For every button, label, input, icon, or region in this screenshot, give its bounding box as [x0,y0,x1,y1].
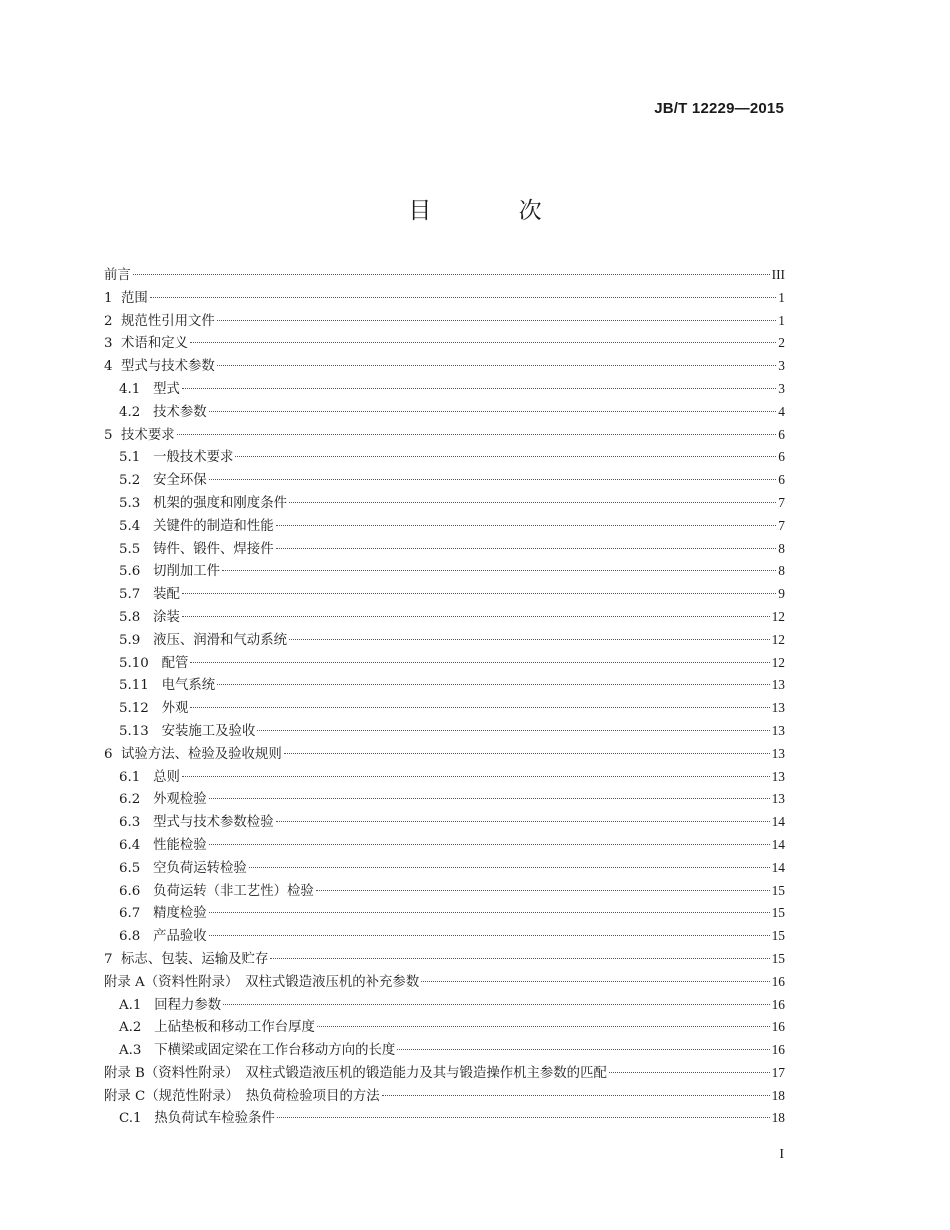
toc-entry-title: 回程力参数 [154,997,222,1013]
toc-entry[interactable] [104,424,785,447]
toc-entry-gap [113,333,122,356]
toc-leader-dots [235,456,776,457]
toc-entry[interactable] [104,560,785,583]
toc-entry-number: 6.7 [119,906,141,922]
toc-entry-title: 范围 [121,290,148,306]
toc-entry-gap [113,311,122,334]
toc-leader-dots [182,616,770,617]
toc-leader-dots [284,753,770,754]
table-of-contents [104,264,785,1130]
toc-entry-number: 2 [104,313,113,329]
toc-entry[interactable] [104,788,785,811]
toc-entry-page: 15 [771,928,785,944]
toc-leader-dots [277,1117,770,1118]
toc-leader-dots [276,821,770,822]
toc-entry[interactable] [104,1062,785,1085]
toc-entry-page: 6 [778,472,785,488]
toc-entry[interactable] [104,1107,785,1130]
toc-entry-title: 标志、包装、运输及贮存 [121,951,269,967]
toc-entry[interactable] [104,606,785,629]
toc-entry[interactable] [104,766,785,789]
toc-entry-gap [140,926,153,949]
toc-entry-page: 1 [778,289,785,305]
toc-leader-dots [209,912,770,913]
toc-entry[interactable] [104,492,785,515]
toc-entry-title: 试验方法、检验及验收规则 [121,746,282,762]
toc-entry-number: 5.11 [119,678,149,694]
page-number: I [779,1147,784,1162]
toc-entry-gap [140,812,153,835]
toc-entry-title: 安装施工及验收 [161,723,256,739]
toc-entry-number: 4.1 [119,381,141,397]
toc-entry-title: 空负荷运转检验 [153,860,247,876]
toc-entry-title: 一般技术要求 [153,450,234,466]
toc-entry-title: 性能检验 [153,837,207,853]
toc-entry-gap [140,516,153,539]
toc-entry[interactable] [104,948,785,971]
toc-entry[interactable] [104,515,785,538]
toc-entry-page: 16 [771,1042,785,1058]
toc-leader-dots [270,958,769,959]
toc-entry-title: 机架的强度和刚度条件 [153,495,287,511]
toc-entry-title: 规范性引用文件 [121,313,215,329]
toc-entry[interactable] [104,674,785,697]
toc-entry-title: 下横梁或固定梁在工作台移动方向的长度 [154,1043,396,1059]
toc-entry-title: 上砧垫板和移动工作台厚度 [154,1020,315,1036]
toc-entry-number: 5 [104,427,113,443]
toc-entry-title: 配管 [161,655,189,671]
toc-leader-dots [222,570,776,571]
toc-entry-number: 3 [104,336,113,352]
toc-entry-number: 5.6 [119,564,141,580]
toc-entry-gap [113,356,122,379]
toc-entry-title: 切削加工件 [153,564,221,580]
toc-entry[interactable] [104,378,785,401]
toc-entry[interactable] [104,880,785,903]
toc-leader-dots [276,548,777,549]
toc-entry[interactable] [104,287,785,310]
toc-leader-dots [209,411,777,412]
toc-entry-title: 技术要求 [121,427,175,443]
toc-entry-gap [141,995,154,1018]
toc-entry-number: 4.2 [119,404,141,420]
toc-entry-page: 16 [771,996,785,1012]
toc-entry-number: 5.7 [119,587,141,603]
toc-entry-gap [140,881,153,904]
toc-entry-gap [140,607,153,630]
toc-entry-number: 6.4 [119,837,141,853]
toc-entry-title: 产品验收 [153,929,207,945]
toc-leader-dots [217,365,777,366]
toc-entry-title: 型式与技术参数 [121,359,215,375]
toc-entry[interactable] [104,811,785,834]
toc-entry-page: III [771,267,785,282]
toc-entry-number: 4 [104,359,113,375]
toc-entry-title: 附录 B（资料性附录） 双柱式锻造液压机的锻造能力及其与锻造操作机主参数的匹配 [104,1065,607,1081]
toc-leader-dots [177,434,777,435]
toc-entry[interactable] [104,1016,785,1039]
toc-entry-gap [140,835,153,858]
toc-entry-gap [142,1108,155,1131]
toc-entry-gap [149,721,162,744]
toc-leader-dots [150,297,776,298]
toc-entry-gap [149,653,162,676]
toc-entry-page: 18 [771,1087,785,1103]
toc-leader-dots [421,981,769,982]
toc-entry[interactable] [104,1085,785,1108]
toc-leader-dots [382,1095,770,1096]
toc-entry-number: 5.1 [119,450,141,466]
toc-entry-page: 7 [778,517,785,533]
toc-entry[interactable] [104,857,785,880]
toc-entry[interactable] [104,355,785,378]
page-title: 目 次 [408,198,582,224]
toc-entry-page: 15 [771,950,785,966]
toc-entry-page: 6 [778,449,785,465]
toc-entry[interactable] [104,743,785,766]
toc-entry-page: 13 [771,677,785,693]
toc-entry[interactable] [104,994,785,1017]
toc-entry-gap [140,789,153,812]
toc-leader-dots [209,844,770,845]
toc-entry-title: 型式与技术参数检验 [153,815,274,831]
toc-entry-number: 5.4 [119,518,141,534]
document-number: JB/T 12229—2015 [654,100,784,117]
toc-leader-dots [257,730,769,731]
toc-entry[interactable] [104,697,785,720]
toc-entry-gap [149,698,162,721]
toc-entry-page: 14 [771,814,785,830]
toc-entry-page: 16 [771,1019,785,1035]
toc-leader-dots [190,707,769,708]
toc-entry-title: 精度检验 [153,906,207,922]
toc-entry-number: 6.5 [119,860,141,876]
toc-entry-number: 6.8 [119,929,141,945]
toc-entry-gap [140,903,153,926]
toc-leader-dots [217,320,777,321]
toc-entry-number: 6.2 [119,792,141,808]
toc-entry-page: 8 [778,540,785,556]
toc-entry-page: 12 [771,654,785,670]
toc-leader-dots [609,1072,770,1073]
toc-entry-gap [141,1017,154,1040]
toc-leader-dots [316,890,770,891]
toc-entry-number: 1 [104,290,113,306]
toc-entry-number: 5.3 [119,495,141,511]
toc-entry-page: 14 [771,859,785,875]
toc-entry-title: 外观检验 [153,792,207,808]
toc-entry-page: 13 [771,791,785,807]
toc-leader-dots [182,593,776,594]
toc-entry-page: 14 [771,836,785,852]
toc-entry-gap [140,493,153,516]
toc-entry-number: 5.13 [119,723,149,739]
toc-entry-page: 12 [771,608,785,624]
toc-entry-number: 5.2 [119,473,141,489]
toc-entry-page: 4 [778,403,785,419]
toc-entry-gap [113,744,122,767]
toc-entry-title: 型式 [153,381,180,397]
toc-entry-gap [140,767,153,790]
toc-leader-dots [317,1026,770,1027]
toc-entry[interactable] [104,401,785,424]
toc-entry-title: 术语和定义 [121,336,188,352]
toc-entry-number: A.2 [119,1020,142,1036]
toc-entry-page: 15 [771,882,785,898]
toc-entry-gap [141,1040,154,1063]
toc-entry-number: C.1 [119,1111,142,1127]
toc-entry-page: 16 [771,973,785,989]
toc-entry-gap [140,447,153,470]
toc-entry-number: A.1 [119,997,142,1013]
toc-entry-title: 关键件的制造和性能 [153,518,274,534]
toc-entry-number: 5.9 [119,632,141,648]
toc-entry-page: 13 [771,700,785,716]
toc-entry-page: 13 [771,768,785,784]
toc-entry-number: 6.3 [119,815,141,831]
toc-entry-title: 装配 [153,587,180,603]
toc-entry[interactable] [104,446,785,469]
toc-entry[interactable] [104,834,785,857]
toc-leader-dots [133,274,770,275]
toc-entry-number: 6.6 [119,883,141,899]
toc-entry-page: 15 [771,905,785,921]
toc-entry[interactable] [104,629,785,652]
toc-entry-title: 热负荷试车检验条件 [154,1111,275,1127]
toc-entry-gap [140,561,153,584]
toc-leader-dots [182,388,776,389]
toc-entry-title: 液压、润滑和气动系统 [153,632,287,648]
toc-entry-gap [149,675,162,698]
toc-leader-dots [397,1049,769,1050]
toc-entry[interactable] [104,583,785,606]
toc-entry[interactable] [104,720,785,743]
toc-entry-page: 8 [778,563,785,579]
toc-entry-page: 3 [778,380,785,396]
toc-entry[interactable] [104,332,785,355]
toc-leader-dots [217,684,769,685]
toc-entry-title: 铸件、锻件、焊接件 [153,541,274,557]
toc-leader-dots [289,502,776,503]
toc-entry-gap [113,288,122,311]
toc-entry[interactable] [104,652,785,675]
toc-leader-dots [182,776,770,777]
toc-entry-page: 7 [778,494,785,510]
toc-entry-number: 5.10 [119,655,149,671]
toc-leader-dots [209,479,777,480]
toc-leader-dots [190,662,769,663]
toc-entry[interactable] [104,310,785,333]
toc-entry-gap [140,539,153,562]
toc-entry-page: 17 [771,1064,785,1080]
toc-entry-number: A.3 [119,1043,142,1059]
toc-entry-number: 5.12 [119,701,149,717]
toc-entry-title: 附录 A（资料性附录） 双柱式锻造液压机的补充参数 [104,974,420,990]
toc-entry[interactable] [104,264,785,287]
toc-leader-dots [223,1004,769,1005]
toc-entry-page: 12 [771,631,785,647]
toc-leader-dots [276,525,777,526]
toc-entry-title: 涂装 [153,609,180,625]
toc-entry-number: 7 [104,951,113,967]
toc-leader-dots [190,342,776,343]
toc-entry-page: 1 [778,312,785,328]
toc-leader-dots [209,935,770,936]
toc-entry-title: 总则 [153,769,180,785]
toc-entry-title: 前言 [104,268,131,283]
toc-entry-gap [140,402,153,425]
toc-entry-gap [113,425,122,448]
toc-entry-number: 6 [104,746,113,762]
toc-entry-gap [140,470,153,493]
toc-entry-number: 5.8 [119,609,141,625]
toc-entry-page: 13 [771,745,785,761]
toc-leader-dots [249,867,770,868]
toc-entry-title: 负荷运转（非工艺性）检验 [153,883,314,899]
toc-entry[interactable] [104,902,785,925]
toc-entry-title: 附录 C（规范性附录） 热负荷检验项目的方法 [104,1088,380,1104]
toc-entry-gap [140,379,153,402]
toc-leader-dots [209,798,770,799]
toc-entry[interactable] [104,925,785,948]
toc-entry-gap [140,630,153,653]
toc-entry-title: 外观 [161,701,189,717]
toc-entry-page: 13 [771,722,785,738]
toc-entry[interactable] [104,971,785,994]
toc-entry-gap [140,584,153,607]
toc-entry-title: 安全环保 [153,473,207,489]
toc-entry-gap [113,949,122,972]
toc-entry-number: 5.5 [119,541,141,557]
toc-entry-title: 电气系统 [161,678,216,694]
toc-entry[interactable] [104,538,785,561]
toc-leader-dots [289,639,770,640]
toc-entry-number: 6.1 [119,769,141,785]
toc-entry-title: 技术参数 [153,404,207,420]
toc-entry-page: 3 [778,358,785,374]
toc-entry-gap [140,858,153,881]
toc-entry-page: 18 [771,1110,785,1126]
toc-entry[interactable] [104,1039,785,1062]
toc-entry[interactable] [104,469,785,492]
toc-entry-page: 6 [778,426,785,442]
toc-entry-page: 9 [778,586,785,602]
toc-entry-page: 2 [778,335,785,351]
